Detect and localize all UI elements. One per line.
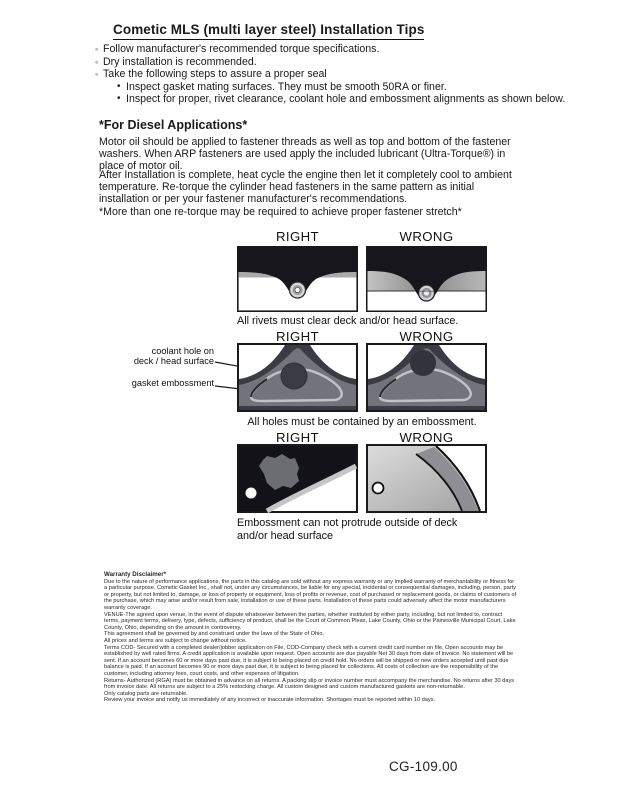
legal-paragraph: All prices and terms are subject to change without notice.: [104, 637, 247, 644]
list-item: ◦ Take the following steps to assure a proper seal: [95, 68, 327, 81]
page-title: Cometic MLS (multi layer steel) Installation Tips: [113, 22, 424, 40]
row1-right-label: RIGHT: [275, 229, 320, 244]
installation-tips-list: [95, 43, 566, 106]
row2-caption: All holes must be contained by an embossment.: [247, 416, 477, 428]
row3-right-label: RIGHT: [275, 430, 320, 445]
legal-paragraph: Terms COD- Secured with a completed dealer/jobber application on File, COD-Company check with a current credit card number on file. Open accounts may be established by well rated firms. A credit application is available upon request. Open accounts are due payable Net 30 days from date of invoice. No statement will be sent. If an account becomes 60 or more days past due, it is subject to being placed on credit hold. No orders will be shipped or new orders accepted until past due balance is paid. If an account becomes 90 or more days past due, it is subject to being placed for collections. All costs of collection are the responsibility of the customer, including attorney fees, court costs, and other expenses of litigation.: [104, 644, 514, 677]
diesel-paragraph-2: After Installation is complete, heat cycle the engine then let it completely cool to ambient temperature. Re-torque the cylinder head fasteners in the same pattern as initial installation or per your fastener manufacturer's recommendations.: [99, 169, 512, 206]
embossment-right-diagram: [237, 343, 358, 412]
row2-wrong-label: WRONG: [399, 329, 454, 344]
bullet-icon: ◦: [95, 44, 99, 54]
row1-wrong-label: WRONG: [399, 229, 454, 244]
diesel-heading: *For Diesel Applications*: [99, 118, 248, 132]
legal-paragraph: Returns- Authorized (RGA) must be obtained in advance on all returns. A packing slip or invoice number must accompany the merchandise. No returns after 30 days from invoice date. All returns are subject to a 25% restocking charge. All custom designed and custom manufactured gaskets are non-returnable.: [104, 677, 515, 691]
row1-caption: All rivets must clear deck and/or head surface.: [237, 315, 459, 327]
rivet-right-diagram: [237, 246, 358, 312]
bullet-icon: ◦: [95, 56, 99, 67]
legal-paragraph: VENUE-The agreed upon venue, in the event of dispute whatsoever between the parties, whether instituted by either party, including, but not limited to, contract terms, payment terms, delivery, type, defects, sufficiency of product, shall be the Court of Common Pleas, Lake County, Ohio or the Painesville Municipal Court, Lake County, Ohio, depending on the amount in controversy.: [104, 611, 516, 631]
protrusion-wrong-diagram: [366, 444, 487, 513]
bullet-icon: •: [117, 93, 121, 105]
retorque-note: *More than one re-torque may be required to achieve proper fastener stretch*: [99, 206, 462, 218]
warranty-heading: Warranty Disclaimer*: [104, 571, 167, 578]
legal-paragraph: Only catalog parts are returnable.: [104, 690, 188, 697]
protrusion-right-diagram: [237, 444, 358, 513]
row3-wrong-label: WRONG: [399, 430, 454, 445]
page-code: CG-109.00: [389, 759, 458, 774]
warranty-disclaimer-section: [104, 572, 518, 704]
row2-right-label: RIGHT: [275, 329, 320, 344]
bullet-icon: •: [117, 80, 121, 92]
embossment-wrong-diagram: [366, 343, 487, 412]
list-item: • Inspect gasket mating surfaces. They must be smooth 50RA or finer.: [117, 80, 447, 93]
coolant-hole-label: coolant hole on deck / head surface: [133, 346, 214, 366]
gasket-embossment-label: gasket embossment: [131, 378, 214, 388]
list-item: ◦ Follow manufacturer's recommended torque specifications.: [95, 43, 380, 55]
rivet-wrong-diagram: [366, 246, 487, 312]
legal-paragraph: Due to the nature of performance applications, the parts in this catalog are sold without any express warranty or any implied warranty of merchantability or fitness for a particular purpose. Cometic Gasket Inc., shall not, under any circumstances, be liable for any special, incidental or consequential damages, including, person, party or property, but not limited to, damage, or loss of property or equipment, loss of profits or revenue, cost of purchased or replacement goods, or claims of customers of the purchase, which may arise and/or result from sale, installation or use of these parts. Installation of these parts could adversely affect the motor manufacturers warranty coverage.: [104, 578, 517, 611]
diesel-paragraph-1: Motor oil should be applied to fastener threads as well as top and bottom of the fastener washers. When ARP fasteners are used apply the included lubricant (Ultra-Torque®) in place of motor oil.: [99, 136, 511, 173]
bullet-icon: ◦: [95, 69, 99, 80]
legal-paragraph: This agreement shall be governed by and construed under the laws of the State of Ohio.: [104, 631, 325, 638]
row3-caption: Embossment can not protrude outside of deck and/or head surface: [237, 517, 458, 542]
legal-paragraph: Review your invoice and notify us immediately of any incorrect or inaccurate information. Shortages must be reported within 10 days.: [104, 697, 436, 704]
list-item: • Inspect for proper, rivet clearance, coolant hole and embossment alignments as shown below.: [117, 93, 566, 106]
list-item: ◦ Dry installation is recommended.: [95, 55, 257, 68]
